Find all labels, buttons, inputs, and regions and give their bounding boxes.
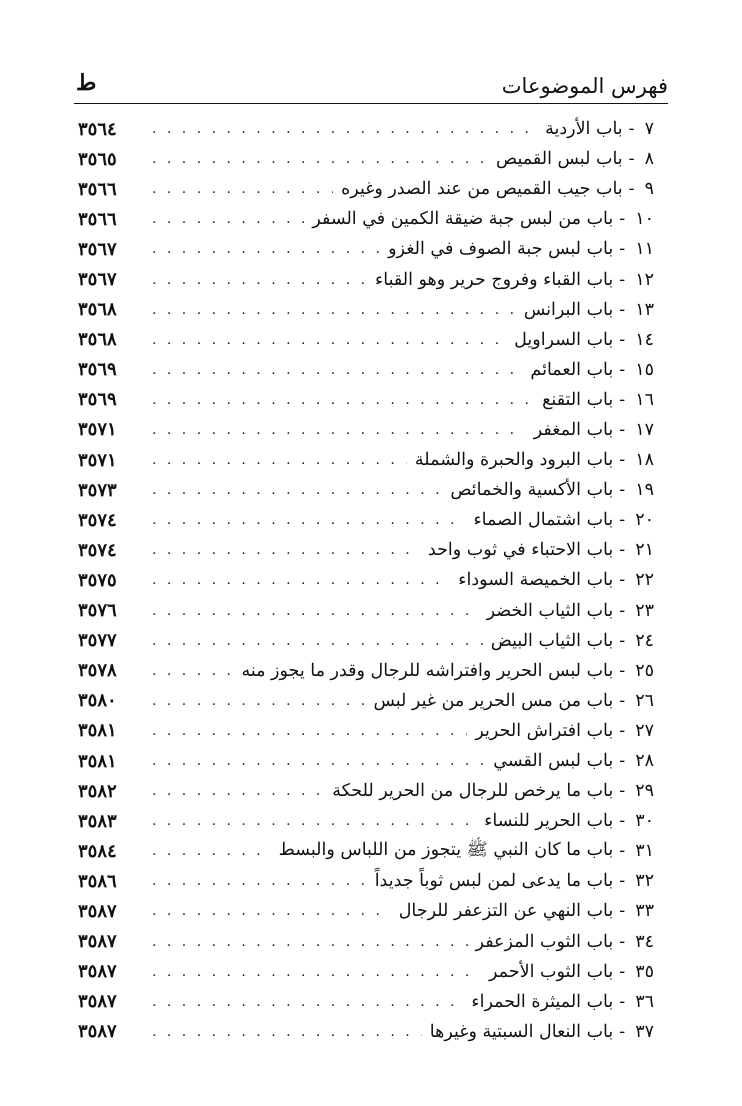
toc-entry[interactable]	[78, 295, 654, 325]
entry-page-number: ٣٥٧٦	[78, 600, 117, 622]
entry-title: باب لبس القسي	[493, 751, 614, 772]
toc-entry[interactable]	[78, 1017, 654, 1047]
toc-entry[interactable]	[78, 174, 654, 204]
entry-title: باب افتراش الحرير	[475, 720, 614, 741]
entry-number: ٢٨	[635, 751, 654, 772]
toc-entry[interactable]	[78, 535, 654, 565]
toc-entry[interactable]	[78, 234, 654, 264]
dot-leader	[152, 482, 442, 498]
entry-dash: -	[619, 239, 626, 260]
entry-page-number: ٣٥٧١	[78, 419, 117, 441]
entry-number: ٣٢	[635, 871, 654, 892]
dot-leader	[152, 181, 333, 197]
dot-leader	[152, 873, 367, 889]
dot-leader	[152, 272, 367, 288]
entry-dash: -	[619, 781, 626, 802]
entry-title: باب لبس جبة الصوف في الغزو	[388, 239, 614, 260]
entry-page-number: ٣٥٦٨	[78, 329, 117, 351]
entry-page-number: ٣٥٨٧	[78, 931, 117, 953]
entry-number: ١٦	[635, 389, 654, 410]
entry-number: ٨	[644, 149, 654, 170]
entry-number: ٧	[644, 119, 654, 140]
dot-leader	[152, 934, 468, 950]
entry-dash: -	[619, 931, 626, 952]
toc-entry[interactable]	[78, 686, 654, 716]
entry-title: باب الأردية	[545, 119, 623, 140]
entry-dash: -	[619, 510, 626, 531]
entry-page-number: ٣٥٨٧	[78, 1021, 117, 1043]
entry-page-number: ٣٥٨٧	[78, 991, 117, 1013]
toc-entry[interactable]	[78, 204, 654, 234]
entry-title: باب الثوب المزعفر	[475, 931, 614, 952]
toc-entry[interactable]	[78, 505, 654, 535]
entry-title: باب الثياب الخضر	[486, 600, 614, 621]
entry-page-number: ٣٥٧٤	[78, 539, 117, 561]
dot-leader	[152, 332, 506, 348]
entry-number: ٣٦	[635, 991, 654, 1012]
entry-page-number: ٣٥٧١	[78, 449, 117, 471]
entry-number: ١٧	[635, 419, 654, 440]
entry-dash: -	[619, 901, 626, 922]
toc-entry[interactable]	[78, 987, 654, 1017]
toc-entry[interactable]	[78, 325, 654, 355]
entry-title: باب المغفر	[533, 419, 614, 440]
entry-title: باب الثوب الأحمر	[489, 961, 614, 982]
toc-entry[interactable]	[78, 746, 654, 776]
entry-dash: -	[619, 660, 626, 681]
entry-number: ١٠	[635, 209, 654, 230]
entry-title: باب اشتمال الصماء	[473, 510, 614, 531]
dot-leader	[152, 723, 467, 739]
dot-leader	[152, 121, 537, 137]
dot-leader	[152, 452, 407, 468]
dot-leader	[152, 994, 463, 1010]
dot-leader	[152, 903, 391, 919]
entry-title: باب التقنع	[542, 389, 614, 410]
dot-leader	[152, 512, 465, 528]
toc-entry[interactable]	[78, 957, 654, 987]
entry-page-number: ٣٥٧٤	[78, 509, 117, 531]
entry-title: باب النهي عن التزعفر للرجال	[398, 901, 614, 922]
toc-entry[interactable]	[78, 836, 654, 866]
table-of-contents	[78, 114, 654, 1047]
entry-dash: -	[619, 299, 626, 320]
entry-dash: -	[619, 540, 626, 561]
entry-page-number: ٣٥٦٦	[78, 208, 117, 230]
dot-leader	[152, 542, 420, 558]
dot-leader	[152, 783, 324, 799]
entry-number: ٣١	[635, 841, 654, 862]
entry-title: باب السراويل	[514, 329, 614, 350]
entry-dash: -	[619, 359, 626, 380]
entry-title: باب الأكسية والخمائص	[450, 480, 614, 501]
toc-entry[interactable]	[78, 716, 654, 746]
entry-dash: -	[619, 450, 626, 471]
entry-title: باب ما يدعى لمن لبس ثوباً جديداً	[374, 871, 614, 892]
entry-title: باب البرانس	[523, 299, 614, 320]
entry-title: باب جيب القميص من عند الصدر وغيره	[341, 179, 623, 200]
entry-page-number: ٣٥٦٩	[78, 359, 117, 381]
entry-page-number: ٣٥٨٤	[78, 840, 117, 862]
entry-dash: -	[619, 1021, 626, 1042]
dot-leader	[152, 603, 479, 619]
entry-dash: -	[619, 961, 626, 982]
entry-page-number: ٣٥٦٤	[78, 118, 117, 140]
toc-entry[interactable]	[78, 445, 654, 475]
entry-number: ٣٠	[635, 811, 654, 832]
entry-page-number: ٣٥٨٧	[78, 900, 117, 922]
toc-entry[interactable]	[78, 264, 654, 294]
entry-page-number: ٣٥٦٨	[78, 299, 117, 321]
dot-leader	[152, 572, 450, 588]
entry-number: ١٥	[635, 359, 654, 380]
entry-title: باب الاحتباء في ثوب واحد	[427, 540, 614, 561]
entry-dash: -	[619, 329, 626, 350]
entry-title: باب الثياب البيض	[490, 630, 614, 651]
entry-page-number: ٣٥٨١	[78, 750, 117, 772]
entry-page-number: ٣٥٨٧	[78, 961, 117, 983]
page-title: فهرس الموضوعات	[501, 74, 668, 98]
toc-entry[interactable]	[78, 866, 654, 896]
header-divider	[74, 103, 668, 104]
entry-page-number: ٣٥٧٧	[78, 630, 117, 652]
entry-title: باب النعال السبتية وغيرها	[429, 1021, 614, 1042]
entry-title: باب العمائم	[530, 359, 614, 380]
entry-dash: -	[628, 179, 635, 200]
dot-leader	[152, 151, 488, 167]
entry-page-number: ٣٥٨٢	[78, 780, 117, 802]
dot-leader	[152, 663, 233, 679]
entry-page-number: ٣٥٦٧	[78, 269, 117, 291]
toc-entry[interactable]	[78, 596, 654, 626]
entry-page-number: ٣٥٧٥	[78, 569, 117, 591]
dot-leader	[152, 211, 304, 227]
entry-dash: -	[619, 991, 626, 1012]
entry-number: ١٩	[635, 480, 654, 501]
dot-leader	[152, 843, 271, 859]
toc-entry[interactable]	[78, 144, 654, 174]
toc-entry[interactable]	[78, 927, 654, 957]
entry-number: ٢٩	[635, 781, 654, 802]
entry-number: ٣٥	[635, 961, 654, 982]
dot-leader	[152, 362, 522, 378]
dot-leader	[152, 633, 483, 649]
dot-leader	[152, 813, 476, 829]
entry-number: ٢٥	[635, 660, 654, 681]
entry-title: باب البرود والحبرة والشملة	[414, 450, 614, 471]
entry-title: باب لبس القميص	[496, 149, 623, 170]
entry-page-number: ٣٥٧٣	[78, 479, 117, 501]
entry-number: ٢٠	[635, 510, 654, 531]
dot-leader	[152, 422, 526, 438]
dot-leader	[152, 392, 534, 408]
dot-leader	[152, 241, 380, 257]
entry-dash: -	[619, 751, 626, 772]
entry-dash: -	[619, 690, 626, 711]
entry-page-number: ٣٥٨٣	[78, 810, 117, 832]
entry-page-number: ٣٥٨٠	[78, 690, 117, 712]
entry-title: باب الحرير للنساء	[484, 811, 614, 832]
entry-number: ١٣	[635, 299, 654, 320]
entry-title: باب الميثرة الحمراء	[471, 991, 614, 1012]
entry-number: ٢٣	[635, 600, 654, 621]
entry-dash: -	[619, 419, 626, 440]
entry-number: ١٨	[635, 450, 654, 471]
entry-title: باب الخميصة السوداء	[458, 570, 614, 591]
entry-dash: -	[628, 149, 635, 170]
entry-number: ١٢	[635, 269, 654, 290]
entry-page-number: ٣٥٧٨	[78, 660, 117, 682]
entry-dash: -	[619, 209, 626, 230]
entry-page-number: ٣٥٨١	[78, 720, 117, 742]
entry-title: باب من مس الحرير من غير لبس	[373, 690, 614, 711]
entry-number: ٢٧	[635, 720, 654, 741]
toc-entry[interactable]	[78, 565, 654, 595]
toc-entry[interactable]	[78, 896, 654, 926]
entry-title: باب لبس الحرير وافتراشه للرجال وقدر ما يجوز منه	[241, 660, 614, 681]
entry-dash: -	[619, 630, 626, 651]
entry-title: باب ما كان النبي ﷺ يتجوز من اللباس والبسط	[278, 840, 614, 861]
entry-dash: -	[619, 720, 626, 741]
toc-entry[interactable]	[78, 415, 654, 445]
entry-dash: -	[619, 811, 626, 832]
entry-number: ٢١	[635, 540, 654, 561]
entry-page-number: ٣٥٨٦	[78, 870, 117, 892]
entry-number: ٢٤	[635, 630, 654, 651]
entry-page-number: ٣٥٦٧	[78, 238, 117, 260]
toc-entry[interactable]	[78, 114, 654, 144]
toc-entry[interactable]	[78, 475, 654, 505]
entry-dash: -	[619, 570, 626, 591]
toc-entry[interactable]	[78, 385, 654, 415]
dot-leader	[152, 302, 516, 318]
entry-dash: -	[619, 841, 626, 862]
entry-dash: -	[619, 269, 626, 290]
toc-entry[interactable]	[78, 806, 654, 836]
page-header	[70, 70, 672, 102]
entry-number: ١٤	[635, 329, 654, 350]
entry-page-number: ٣٥٦٦	[78, 178, 117, 200]
toc-entry[interactable]	[78, 355, 654, 385]
entry-number: ٣٣	[635, 901, 654, 922]
entry-dash: -	[619, 600, 626, 621]
entry-number: ٢٢	[635, 570, 654, 591]
entry-page-number: ٣٥٦٩	[78, 389, 117, 411]
toc-entry[interactable]	[78, 776, 654, 806]
entry-dash: -	[628, 119, 635, 140]
dot-leader	[152, 1024, 422, 1040]
toc-entry[interactable]	[78, 626, 654, 656]
entry-page-number: ٣٥٦٥	[78, 148, 117, 170]
dot-leader	[152, 964, 481, 980]
entry-dash: -	[619, 389, 626, 410]
toc-entry[interactable]	[78, 656, 654, 686]
entry-title: باب القباء وفروج حرير وهو القباء	[375, 269, 614, 290]
entry-number: ٩	[644, 179, 654, 200]
entry-dash: -	[619, 480, 626, 501]
entry-number: ١١	[635, 239, 654, 260]
entry-title: باب من لبس جبة ضيقة الكمين في السفر	[312, 209, 614, 230]
entry-dash: -	[619, 871, 626, 892]
dot-leader	[152, 753, 485, 769]
dot-leader	[152, 693, 365, 709]
entry-number: ٢٦	[635, 690, 654, 711]
entry-title: باب ما يرخص للرجال من الحرير للحكة	[332, 781, 614, 802]
entry-number: ٣٤	[635, 931, 654, 952]
page-number-letter: ط	[76, 70, 97, 96]
entry-number: ٣٧	[635, 1021, 654, 1042]
